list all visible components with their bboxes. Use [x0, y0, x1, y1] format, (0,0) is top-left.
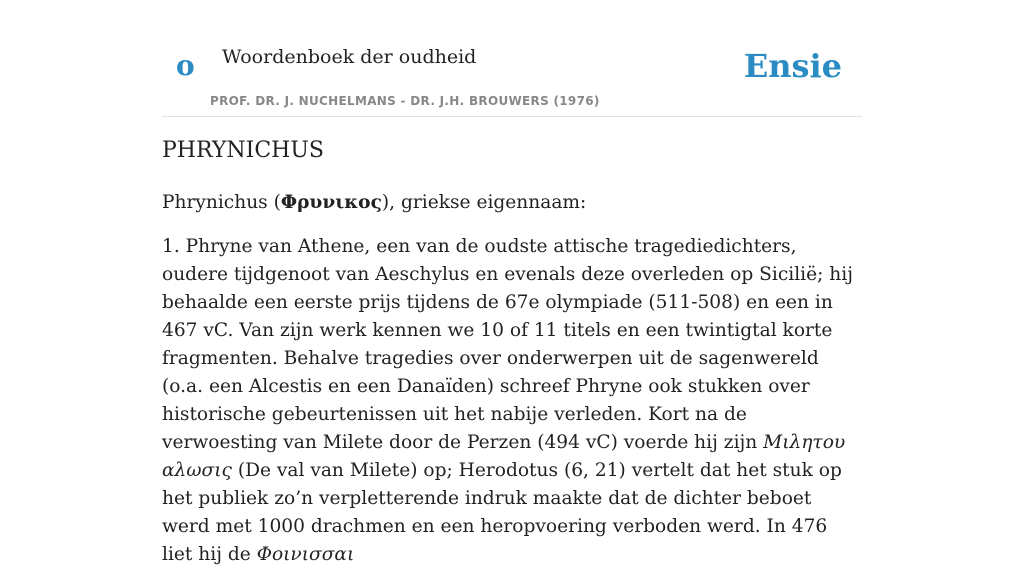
paragraph-text-2: (De val van Milete) op; Herodotus (6, 21) vertelt dat het stuk op het publiek zo’n verpletterende indruk maakte dat de dichter beboet werd met 1000 drachmen en een heropvoering verboden werd. In 476 liet hij de	[162, 460, 842, 565]
greek-title-2: Φοινισσαι	[256, 544, 355, 565]
entry-title: PHRYNICHUS	[162, 138, 324, 163]
intro-text-before: Phrynichus (	[162, 192, 281, 213]
brand-logo[interactable]: Ensie	[743, 47, 842, 85]
book-logo[interactable]: o	[176, 49, 195, 82]
site-header	[162, 0, 862, 117]
intro-text-after: ), griekse eigennaam:	[381, 192, 587, 213]
book-title[interactable]: Woordenboek der oudheid	[222, 46, 477, 68]
intro-greek-name: Φρυνικος	[280, 192, 382, 213]
entry-intro	[162, 189, 862, 217]
entry-paragraph-1	[162, 233, 862, 569]
greek-title-1: Μιλητου αλωσις	[162, 432, 846, 481]
entry-content	[162, 138, 862, 585]
book-authors: PROF. DR. J. NUCHELMANS - DR. J.H. BROUWERS (1976)	[210, 94, 600, 108]
paragraph-text-1: 1. Phryne van Athene, een van de oudste attische tragediedichters, oudere tijdgenoot van Aeschylus en evenals deze overleden op Sicilië; hij behaalde een eerste prijs tijdens de 67e olympiade (511-508) en een in 467 vC. Van zijn werk kennen we 10 of 11 titels en een twintigtal korte fragmenten. Behalve tragedies over onderwerpen uit de sagenwereld (o.a. een Alcestis en een Danaïden) schreef Phryne ook stukken over historische gebeurtenissen uit het nabije verleden. Kort na de verwoesting van Milete door de Perzen (494 vC) voerde hij zijn	[162, 236, 853, 453]
